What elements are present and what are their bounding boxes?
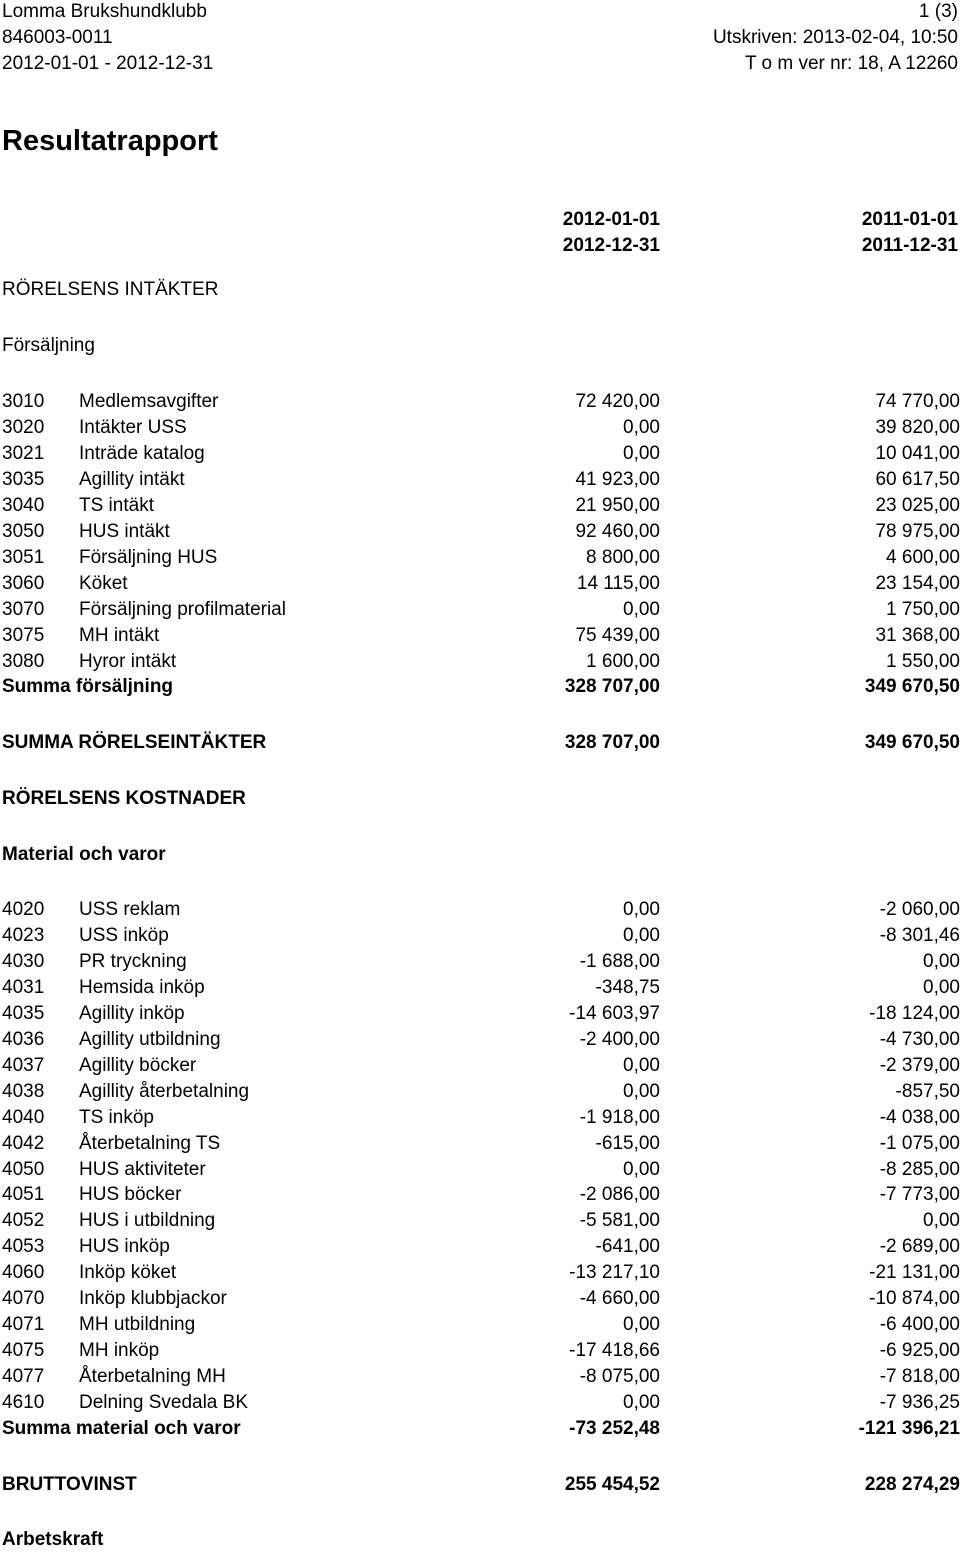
table-row (2, 1105, 960, 1131)
total-label: Summa försäljning (2, 676, 174, 697)
account-name: Agillity intäkt (79, 468, 185, 490)
previous-value: 60 617,50 (875, 468, 960, 490)
total-previous: 349 670,50 (864, 676, 960, 697)
current-value: 92 460,00 (575, 520, 660, 542)
current-value: 72 420,00 (575, 391, 660, 412)
table-row (2, 519, 960, 545)
account-name: Inköp köket (79, 1262, 177, 1284)
current-period-to: 2012-12-31 (562, 235, 660, 256)
account-name: TS inköp (79, 1106, 154, 1128)
table-row (2, 1208, 960, 1234)
account-number: 3050 (2, 520, 45, 542)
account-name: Delning Svedala BK (79, 1392, 248, 1414)
account-number: 3075 (2, 624, 45, 646)
current-value: -348,75 (595, 976, 660, 998)
account-number: 3010 (2, 391, 45, 412)
income-heading: RÖRELSENS INTÄKTER (2, 279, 219, 300)
account-number: 4052 (2, 1210, 45, 1232)
current-value: -5 581,00 (579, 1210, 660, 1232)
table-row (2, 975, 960, 1001)
report-title: Resultatrapport (2, 125, 218, 157)
table-row (2, 441, 960, 467)
account-number: 4020 (2, 899, 45, 920)
gross-profit (2, 1472, 960, 1498)
current-value: 41 923,00 (575, 468, 660, 490)
account-name: Agillity återbetalning (79, 1080, 250, 1102)
account-name: HUS aktiviteter (79, 1158, 206, 1180)
current-value: -8 075,00 (579, 1366, 660, 1388)
previous-value: 10 041,00 (875, 442, 960, 464)
previous-value: -4 730,00 (879, 1028, 960, 1050)
account-name: Hemsida inköp (79, 976, 205, 998)
current-value: -13 217,10 (569, 1262, 660, 1284)
previous-value: 1 550,00 (886, 650, 960, 672)
account-name: USS inköp (79, 924, 169, 946)
account-name: HUS böcker (79, 1184, 182, 1206)
printed-date: Utskriven: 2013-02-04, 10:50 (712, 27, 958, 48)
account-name: Hyror intäkt (79, 650, 177, 672)
previous-value: 1 750,00 (886, 598, 960, 620)
previous-value: -2 689,00 (879, 1236, 960, 1258)
table-row (2, 623, 960, 649)
account-number: 4036 (2, 1028, 45, 1050)
current-value: 0,00 (623, 899, 660, 920)
table-row (2, 1338, 960, 1364)
table-row (2, 1027, 960, 1053)
header-line-1 (2, 0, 958, 24)
account-name: HUS inköp (79, 1236, 170, 1258)
costs-group-title: Material och varor (2, 844, 166, 865)
current-value: 0,00 (623, 442, 660, 464)
previous-value: 23 025,00 (875, 494, 960, 516)
previous-value: -6 400,00 (879, 1314, 960, 1336)
account-name: TS intäkt (79, 494, 154, 516)
previous-value: -8 285,00 (879, 1158, 960, 1180)
table-row (2, 1364, 960, 1390)
account-number: 4035 (2, 1002, 45, 1024)
table-row (2, 1131, 960, 1157)
account-name: HUS intäkt (79, 520, 170, 542)
table-row (2, 597, 960, 623)
previous-value: -7 818,00 (879, 1366, 960, 1388)
previous-value: -21 131,00 (869, 1262, 960, 1284)
table-row (2, 545, 960, 571)
previous-value: 23 154,00 (875, 572, 960, 594)
current-value: 0,00 (623, 1158, 660, 1180)
account-number: 4030 (2, 950, 45, 972)
page-number: 1 (3) (918, 1, 958, 22)
table-row (2, 949, 960, 975)
account-number: 3051 (2, 546, 45, 568)
current-value: 0,00 (623, 598, 660, 620)
table-row (2, 1234, 960, 1260)
current-value: 0,00 (623, 416, 660, 438)
previous-value: 4 600,00 (886, 546, 960, 568)
previous-period-from: 2011-01-01 (861, 209, 958, 230)
income-total (2, 730, 960, 756)
total-label: Summa material och varor (2, 1418, 241, 1439)
total-current: -73 252,48 (569, 1418, 660, 1439)
table-row (2, 649, 960, 675)
previous-value: 0,00 (923, 976, 960, 998)
current-value: 8 800,00 (586, 546, 660, 568)
account-name: Återbetalning MH (79, 1366, 226, 1388)
account-number: 4053 (2, 1236, 45, 1258)
table-row (2, 923, 960, 949)
account-number: 4610 (2, 1392, 45, 1414)
current-value: -641,00 (595, 1236, 660, 1258)
table-row (2, 897, 960, 923)
account-name: Intäkter USS (79, 416, 187, 438)
previous-period-to: 2011-12-31 (861, 235, 958, 256)
account-number: 3020 (2, 416, 45, 438)
current-value: 14 115,00 (576, 572, 660, 594)
account-name: Agillity utbildning (79, 1028, 221, 1050)
gross-profit-label: BRUTTOVINST (2, 1474, 137, 1495)
account-name: Försäljning profilmaterial (79, 598, 286, 620)
current-value: -615,00 (595, 1132, 660, 1154)
account-number: 4038 (2, 1080, 45, 1102)
account-number: 3021 (2, 442, 45, 464)
table-row (2, 1182, 960, 1208)
previous-value: -7 936,25 (879, 1392, 960, 1414)
previous-value: 74 770,00 (875, 391, 960, 412)
current-value: 0,00 (623, 924, 660, 946)
current-value: 0,00 (623, 1314, 660, 1336)
account-name: MH intäkt (79, 624, 160, 646)
total-current: 328 707,00 (564, 676, 660, 697)
previous-value: -2 060,00 (879, 899, 960, 920)
account-number: 4060 (2, 1262, 45, 1284)
account-name: Inträde katalog (79, 442, 205, 464)
previous-value: -1 075,00 (879, 1132, 960, 1154)
current-value: 1 600,00 (586, 650, 660, 672)
previous-value: -10 874,00 (869, 1288, 960, 1310)
previous-value: -6 925,00 (879, 1340, 960, 1362)
total-previous: -121 396,21 (858, 1418, 960, 1439)
table-row (2, 415, 960, 441)
account-number: 4050 (2, 1158, 45, 1180)
current-value: -4 660,00 (579, 1288, 660, 1310)
account-name: Agillity inköp (79, 1002, 185, 1024)
previous-value: -18 124,00 (869, 1002, 960, 1024)
account-number: 4070 (2, 1288, 45, 1310)
table-row (2, 1053, 960, 1079)
account-number: 4037 (2, 1054, 45, 1076)
account-number: 3040 (2, 494, 45, 516)
previous-value: 0,00 (923, 950, 960, 972)
account-name: Inköp klubbjackor (79, 1288, 227, 1310)
org-number: 846003-0011 (2, 27, 113, 48)
current-value: -17 418,66 (569, 1340, 660, 1362)
current-period-from: 2012-01-01 (562, 209, 660, 230)
account-number: 4071 (2, 1314, 45, 1336)
income-group-total (2, 674, 960, 700)
version-info: T o m ver nr: 18, A 12260 (745, 53, 958, 74)
account-name: Köket (79, 572, 128, 594)
next-section-title: Arbetskraft (2, 1529, 104, 1550)
account-number: 3070 (2, 598, 45, 620)
gross-profit-previous: 228 274,29 (864, 1474, 960, 1495)
account-number: 4023 (2, 924, 45, 946)
table-row (2, 493, 960, 519)
previous-value: -8 301,46 (879, 924, 960, 946)
account-name: MH utbildning (79, 1314, 196, 1336)
table-row (2, 1001, 960, 1027)
previous-value: 78 975,00 (875, 520, 960, 542)
total-current: 328 707,00 (564, 732, 660, 753)
report-period: 2012-01-01 - 2012-12-31 (2, 53, 214, 74)
account-name: Försäljning HUS (79, 546, 218, 568)
table-row (2, 1079, 960, 1105)
current-value: 0,00 (623, 1080, 660, 1102)
costs-group-total (2, 1416, 960, 1442)
table-row (2, 1260, 960, 1286)
account-name: HUS i utbildning (79, 1210, 216, 1232)
account-number: 4040 (2, 1106, 45, 1128)
previous-value: -2 379,00 (879, 1054, 960, 1076)
account-number: 4075 (2, 1340, 45, 1362)
account-name: MH inköp (79, 1340, 160, 1362)
table-row (2, 1312, 960, 1338)
current-value: -1 688,00 (579, 950, 660, 972)
costs-heading: RÖRELSENS KOSTNADER (2, 788, 246, 809)
account-name: Återbetalning TS (79, 1132, 221, 1154)
income-group-title: Försäljning (2, 335, 95, 356)
table-row (2, 1390, 960, 1416)
previous-value: -857,50 (895, 1080, 960, 1102)
account-number: 4042 (2, 1132, 45, 1154)
table-row (2, 467, 960, 493)
total-previous: 349 670,50 (864, 732, 960, 753)
account-name: Agillity böcker (79, 1054, 197, 1076)
previous-value: 0,00 (923, 1210, 960, 1232)
previous-value: -7 773,00 (879, 1184, 960, 1206)
current-value: -2 086,00 (579, 1184, 660, 1206)
account-number: 3080 (2, 650, 45, 672)
account-number: 3035 (2, 468, 45, 490)
current-value: -14 603,97 (569, 1002, 660, 1024)
current-value: 0,00 (623, 1054, 660, 1076)
previous-value: 39 820,00 (875, 416, 960, 438)
current-value: -1 918,00 (579, 1106, 660, 1128)
table-row (2, 1157, 960, 1183)
org-name: Lomma Brukshundklubb (2, 1, 207, 22)
account-number: 4031 (2, 976, 45, 998)
current-value: 21 950,00 (575, 494, 660, 516)
account-name: USS reklam (79, 899, 181, 920)
account-number: 4077 (2, 1366, 45, 1388)
table-row (2, 571, 960, 597)
current-value: -2 400,00 (579, 1028, 660, 1050)
account-name: PR tryckning (79, 950, 187, 972)
total-label: SUMMA RÖRELSEINTÄKTER (2, 732, 267, 753)
previous-value: 31 368,00 (875, 624, 960, 646)
current-value: 75 439,00 (575, 624, 660, 646)
gross-profit-current: 255 454,52 (564, 1474, 660, 1495)
header-line-3 (2, 52, 958, 76)
previous-value: -4 038,00 (879, 1106, 960, 1128)
header-line-2 (2, 26, 958, 50)
account-number: 3060 (2, 572, 45, 594)
table-row (2, 389, 960, 415)
account-number: 4051 (2, 1184, 45, 1206)
current-value: 0,00 (623, 1392, 660, 1414)
account-name: Medlemsavgifter (79, 391, 219, 412)
table-row (2, 1286, 960, 1312)
